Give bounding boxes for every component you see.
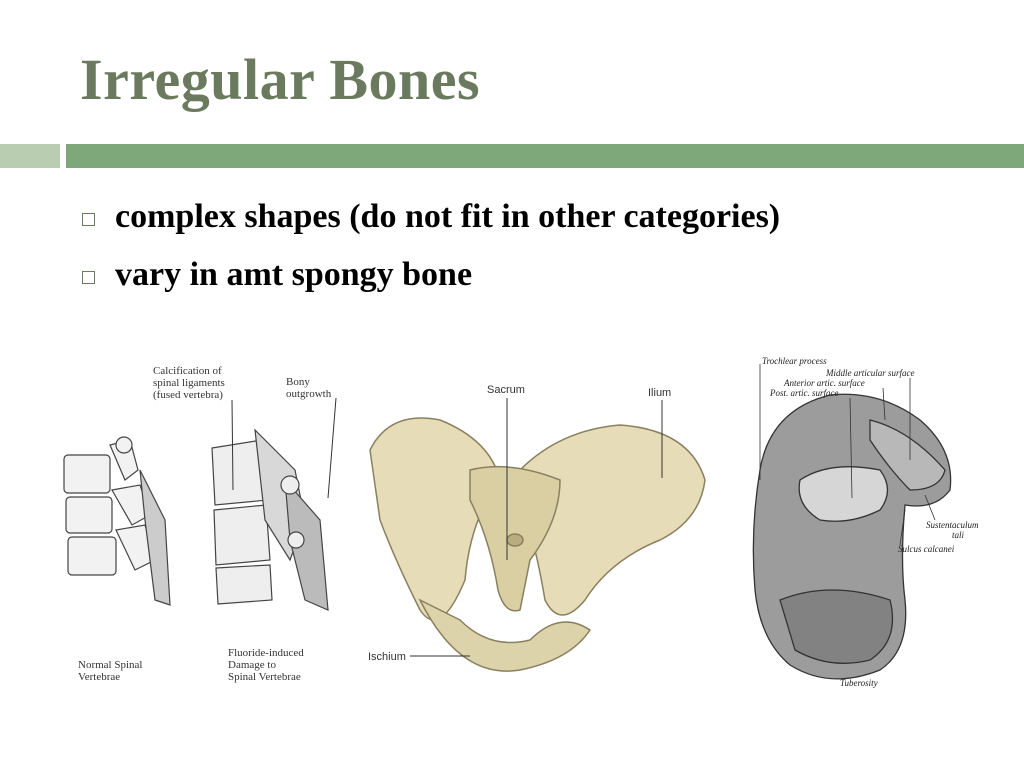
sacrum-label: Sacrum bbox=[487, 384, 525, 396]
normal-caption-line2: Vertebrae bbox=[78, 671, 121, 683]
calcification-label-line2: spinal ligaments bbox=[153, 377, 225, 389]
normal-caption-line1: Normal Spinal bbox=[78, 659, 143, 671]
bony-label-line2: outgrowth bbox=[286, 388, 332, 400]
calcification-label-line1: Calcification of bbox=[153, 365, 222, 377]
bullet-text: vary in amt spongy bone bbox=[115, 256, 473, 293]
slide-title: Irregular Bones bbox=[80, 47, 481, 112]
sustentaculum-label: Sustentaculum bbox=[926, 520, 979, 530]
normal-spine-image bbox=[64, 437, 170, 605]
calcification-label-line3: (fused vertebra) bbox=[153, 389, 223, 401]
middle-articular-surface-label: Middle articular surface bbox=[826, 368, 915, 378]
damage-caption-line3: Spinal Vertebrae bbox=[228, 671, 301, 683]
bony-label-line1: Bony bbox=[286, 376, 310, 388]
damage-caption-line1: Fluoride-induced bbox=[228, 647, 304, 659]
tali-label: tali bbox=[952, 530, 965, 540]
trochlear-process-label: Trochlear process bbox=[762, 356, 827, 366]
sulcus-calcanei-label: Sulcus calcanei bbox=[898, 544, 955, 554]
calcaneus-image bbox=[753, 394, 950, 679]
post-artic-surface-label: Post. artic. surface bbox=[770, 388, 839, 398]
pelvis-image bbox=[370, 418, 705, 671]
anterior-artic-surface-label: Anterior artic. surface bbox=[784, 378, 865, 388]
damage-caption-line2: Damage to bbox=[228, 659, 276, 671]
ilium-label: Ilium bbox=[648, 387, 672, 399]
bullet-text: complex shapes (do not fit in other categories) bbox=[115, 198, 781, 235]
ischium-label: Ischium bbox=[368, 651, 406, 663]
tuberosity-label: Tuberosity bbox=[840, 678, 878, 688]
damaged-spine-image bbox=[212, 430, 328, 610]
